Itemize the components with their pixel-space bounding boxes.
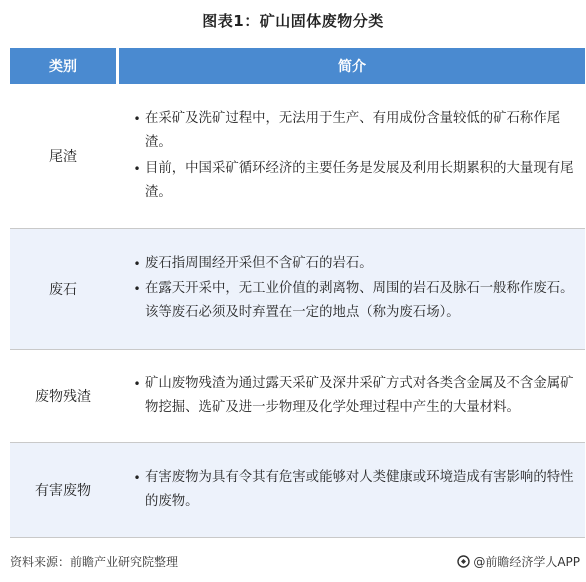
row-category: 有害废物 (35, 483, 91, 499)
bullet-item: • 在露天开采中，无工业价值的剥离物、周围的岩石及脉石一般称作废石。该等废石必须及时弃置在一定的地点（称为废石场）。 (129, 277, 581, 326)
bullet-dot-icon: • (133, 470, 141, 485)
row-description (119, 350, 585, 442)
bullet-item: • 在采矿及洗矿过程中，无法用于生产、有用成份含量较低的矿石称作尾渣。 (129, 107, 581, 156)
header-description: 简介 (119, 48, 585, 84)
table-row (10, 84, 585, 229)
brand-text: @前瞻经济学人APP (473, 555, 580, 569)
row-category: 废石 (49, 282, 77, 298)
table-header (10, 48, 585, 84)
table-row (10, 350, 585, 443)
table-row (10, 229, 585, 350)
bullet-dot-icon: • (133, 257, 141, 272)
brand-logo-icon (457, 555, 470, 568)
bullet-item: • 有害废物为具有令其有危害或能够对人类健康或环境造成有害影响的特性的废物。 (129, 466, 581, 515)
bullet-item: • 目前，中国采矿循环经济的主要任务是发展及利用长期累积的大量现有尾渣。 (129, 157, 581, 206)
source-note: 资料来源：前瞻产业研究院整理 (10, 555, 179, 569)
bullet-dot-icon: • (133, 161, 141, 176)
row-description (119, 229, 585, 349)
row-description (119, 443, 585, 537)
bullet-dot-icon: • (133, 111, 141, 126)
classification-table (10, 48, 585, 538)
header-category: 类别 (10, 48, 116, 84)
row-category: 废物残渣 (35, 389, 91, 405)
row-description (119, 84, 585, 228)
bullet-item: • 矿山废物残渣为通过露天采矿及深井采矿方式对各类含金属及不含金属矿物挖掘、选矿及进一步物理及化学处理过程中产生的大量材料。 (129, 372, 581, 421)
bullet-dot-icon: • (133, 281, 141, 296)
table-row (10, 443, 585, 538)
row-category: 尾渣 (49, 149, 77, 165)
bullet-item: • 废石指周围经开采但不含矿石的岩石。 (129, 252, 581, 277)
bullet-dot-icon: • (133, 376, 141, 391)
brand-credit (457, 553, 580, 570)
chart-title: 图表1：矿山固体废物分类 (202, 12, 384, 30)
